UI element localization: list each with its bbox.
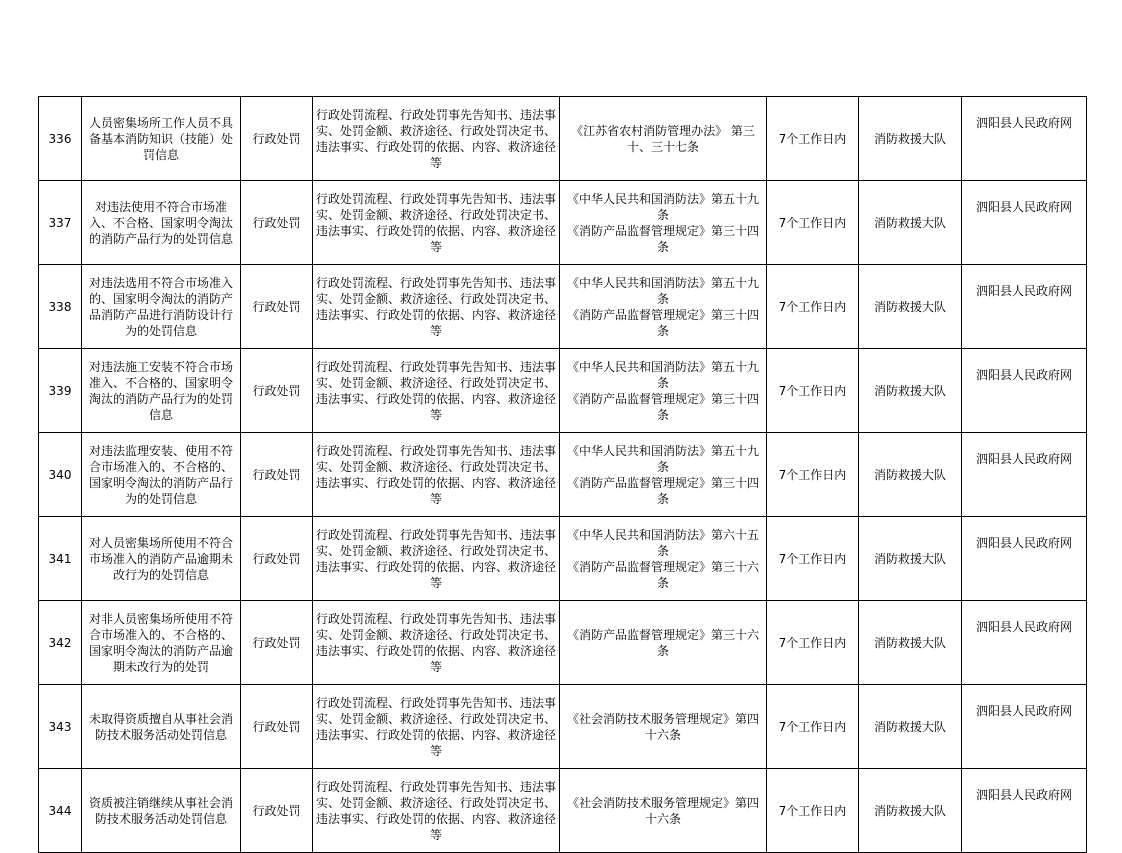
category-cell (241, 517, 313, 601)
category-cell-text: 行政处罚 (252, 467, 301, 482)
row-number-cell (39, 769, 82, 853)
row-number-cell-text: 339 (48, 383, 72, 398)
responsible-unit-cell-text: 消防救援大队 (873, 467, 946, 482)
responsible-unit-cell-text: 消防救援大队 (873, 803, 946, 818)
publish-channel-cell (962, 181, 1087, 265)
disclosure-content-cell-text: 行政处罚流程、行政处罚事先告知书、违法事实、处罚金额、救济途径、行政处罚决定书、违法事实、行政处罚的依据、内容、救济途径等 (315, 191, 556, 254)
row-number-cell-text: 343 (48, 719, 72, 734)
disclosure-content-cell-text: 行政处罚流程、行政处罚事先告知书、违法事实、处罚金额、救济途径、行政处罚决定书、违法事实、行政处罚的依据、内容、救济途径等 (315, 443, 556, 506)
publish-channel-cell (962, 433, 1087, 517)
category-cell (241, 265, 313, 349)
responsible-unit-cell (859, 517, 962, 601)
table-row (39, 685, 1087, 769)
legal-basis-cell (560, 685, 767, 769)
responsible-unit-cell (859, 181, 962, 265)
item-name-cell-text: 对违法监理安装、使用不符合市场准入的、不合格的、国家明令淘汰的消防产品行为的处罚信息 (88, 443, 233, 506)
category-cell-text: 行政处罚 (252, 551, 301, 566)
responsible-unit-cell-text: 消防救援大队 (873, 131, 946, 146)
row-number-cell (39, 97, 82, 181)
responsible-unit-cell (859, 433, 962, 517)
responsible-unit-cell-text: 消防救援大队 (873, 383, 946, 398)
legal-basis-cell-text: 《中华人民共和国消防法》第五十九条 《消防产品监督管理规定》第三十四条 (566, 275, 759, 338)
time-limit-cell-text: 7个工作日内 (778, 803, 847, 818)
legal-basis-cell (560, 433, 767, 517)
row-number-cell-text: 341 (48, 551, 72, 566)
legal-basis-cell (560, 97, 767, 181)
item-name-cell-text: 对违法选用不符合市场准入的、国家明令淘汰的消防产品消防产品进行消防设计行为的处罚信息 (88, 275, 233, 338)
responsible-unit-cell-text: 消防救援大队 (873, 215, 946, 230)
time-limit-cell (767, 97, 859, 181)
row-number-cell-text: 344 (48, 803, 72, 818)
legal-basis-cell (560, 517, 767, 601)
item-name-cell (82, 181, 241, 265)
time-limit-cell (767, 601, 859, 685)
category-cell (241, 181, 313, 265)
responsible-unit-cell-text: 消防救援大队 (873, 551, 946, 566)
time-limit-cell (767, 433, 859, 517)
legal-basis-cell (560, 265, 767, 349)
time-limit-cell (767, 349, 859, 433)
item-name-cell-text: 资质被注销继续从事社会消防技术服务活动处罚信息 (88, 795, 233, 826)
row-number-cell (39, 433, 82, 517)
category-cell (241, 349, 313, 433)
item-name-cell (82, 265, 241, 349)
publish-channel-cell (962, 769, 1087, 853)
disclosure-content-cell (313, 517, 560, 601)
item-name-cell (82, 517, 241, 601)
disclosure-content-cell (313, 601, 560, 685)
publish-channel-cell-text: 泗阳县人民政府网 (975, 284, 1072, 298)
category-cell (241, 685, 313, 769)
item-name-cell-text: 对违法使用不符合市场准入、不合格、国家明令淘汰的消防产品行为的处罚信息 (88, 199, 233, 246)
legal-basis-cell (560, 769, 767, 853)
publish-channel-cell (962, 349, 1087, 433)
publish-channel-cell-text: 泗阳县人民政府网 (975, 788, 1072, 802)
row-number-cell-text: 337 (48, 215, 72, 230)
item-name-cell (82, 433, 241, 517)
disclosure-content-cell (313, 433, 560, 517)
disclosure-content-cell-text: 行政处罚流程、行政处罚事先告知书、违法事实、处罚金额、救济途径、行政处罚决定书、违法事实、行政处罚的依据、内容、救济途径等 (315, 779, 556, 842)
time-limit-cell-text: 7个工作日内 (778, 635, 847, 650)
category-cell-text: 行政处罚 (252, 635, 301, 650)
responsible-unit-cell (859, 601, 962, 685)
item-name-cell-text: 对人员密集场所使用不符合市场准入的消防产品逾期未改行为的处罚信息 (88, 535, 233, 582)
disclosure-content-cell (313, 685, 560, 769)
row-number-cell (39, 265, 82, 349)
publish-channel-cell-text: 泗阳县人民政府网 (975, 368, 1072, 382)
row-number-cell (39, 349, 82, 433)
row-number-cell-text: 342 (48, 635, 72, 650)
responsible-unit-cell-text: 消防救援大队 (873, 719, 946, 734)
responsible-unit-cell (859, 769, 962, 853)
item-name-cell-text: 人员密集场所工作人员不具备基本消防知识（技能）处罚信息 (88, 115, 233, 162)
legal-basis-cell-text: 《中华人民共和国消防法》第五十九条 《消防产品监督管理规定》第三十四条 (566, 191, 759, 254)
item-name-cell-text: 对违法施工安装不符合市场准入、不合格的、国家明令淘汰的消防产品行为的处罚信息 (88, 359, 233, 422)
legal-basis-cell-text: 《社会消防技术服务管理规定》第四十六条 (566, 711, 759, 742)
legal-basis-cell-text: 《消防产品监督管理规定》第三十六条 (566, 627, 759, 658)
category-cell-text: 行政处罚 (252, 719, 301, 734)
item-name-cell (82, 769, 241, 853)
publish-channel-cell-text: 泗阳县人民政府网 (975, 536, 1072, 550)
item-name-cell-text: 对非人员密集场所使用不符合市场准入的、不合格的、国家明令淘汰的消防产品逾期未改行为的处罚 (88, 611, 233, 674)
legal-basis-cell-text: 《中华人民共和国消防法》第六十五条 《消防产品监督管理规定》第三十六条 (566, 527, 759, 590)
publish-channel-cell-text: 泗阳县人民政府网 (975, 200, 1072, 214)
item-name-cell (82, 601, 241, 685)
responsible-unit-cell (859, 349, 962, 433)
publish-channel-cell-text: 泗阳县人民政府网 (975, 704, 1072, 718)
table-row (39, 181, 1087, 265)
time-limit-cell-text: 7个工作日内 (778, 383, 847, 398)
table-row (39, 769, 1087, 853)
publish-channel-cell-text: 泗阳县人民政府网 (975, 620, 1072, 634)
disclosure-content-cell-text: 行政处罚流程、行政处罚事先告知书、违法事实、处罚金额、救济途径、行政处罚决定书、违法事实、行政处罚的依据、内容、救济途径等 (315, 611, 556, 674)
responsible-unit-cell (859, 265, 962, 349)
table-row (39, 433, 1087, 517)
table-row (39, 97, 1087, 181)
responsible-unit-cell (859, 97, 962, 181)
time-limit-cell (767, 181, 859, 265)
row-number-cell (39, 181, 82, 265)
legal-basis-cell (560, 349, 767, 433)
item-name-cell-text: 未取得资质擅自从事社会消防技术服务活动处罚信息 (88, 711, 233, 742)
row-number-cell (39, 685, 82, 769)
time-limit-cell (767, 265, 859, 349)
publish-channel-cell-text: 泗阳县人民政府网 (975, 452, 1072, 466)
time-limit-cell-text: 7个工作日内 (778, 131, 847, 146)
category-cell (241, 601, 313, 685)
time-limit-cell-text: 7个工作日内 (778, 467, 847, 482)
time-limit-cell (767, 517, 859, 601)
disclosure-content-cell (313, 97, 560, 181)
table-row (39, 349, 1087, 433)
time-limit-cell (767, 685, 859, 769)
disclosure-content-cell (313, 181, 560, 265)
publish-channel-cell (962, 601, 1087, 685)
disclosure-content-cell-text: 行政处罚流程、行政处罚事先告知书、违法事实、处罚金额、救济途径、行政处罚决定书、违法事实、行政处罚的依据、内容、救济途径等 (315, 275, 556, 338)
legal-basis-cell-text: 《中华人民共和国消防法》第五十九条 《消防产品监督管理规定》第三十四条 (566, 359, 759, 422)
publish-channel-cell (962, 685, 1087, 769)
time-limit-cell-text: 7个工作日内 (778, 719, 847, 734)
disclosure-table (38, 96, 1087, 853)
category-cell-text: 行政处罚 (252, 215, 301, 230)
category-cell (241, 97, 313, 181)
disclosure-content-cell (313, 349, 560, 433)
category-cell-text: 行政处罚 (252, 131, 301, 146)
disclosure-content-cell (313, 769, 560, 853)
publish-channel-cell-text: 泗阳县人民政府网 (975, 116, 1072, 130)
item-name-cell (82, 97, 241, 181)
row-number-cell-text: 338 (48, 299, 72, 314)
publish-channel-cell (962, 517, 1087, 601)
disclosure-content-cell-text: 行政处罚流程、行政处罚事先告知书、违法事实、处罚金额、救济途径、行政处罚决定书、违法事实、行政处罚的依据、内容、救济途径等 (315, 695, 556, 758)
publish-channel-cell (962, 97, 1087, 181)
disclosure-content-cell-text: 行政处罚流程、行政处罚事先告知书、违法事实、处罚金额、救济途径、行政处罚决定书、违法事实、行政处罚的依据、内容、救济途径等 (315, 359, 556, 422)
legal-basis-cell-text: 《江苏省农村消防管理办法》 第三十、三十七条 (571, 123, 755, 154)
legal-basis-cell-text: 《中华人民共和国消防法》第五十九条 《消防产品监督管理规定》第三十四条 (566, 443, 759, 506)
disclosure-content-cell-text: 行政处罚流程、行政处罚事先告知书、违法事实、处罚金额、救济途径、行政处罚决定书、违法事实、行政处罚的依据、内容、救济途径等 (315, 527, 556, 590)
category-cell-text: 行政处罚 (252, 383, 301, 398)
time-limit-cell (767, 769, 859, 853)
row-number-cell (39, 601, 82, 685)
time-limit-cell-text: 7个工作日内 (778, 299, 847, 314)
row-number-cell-text: 340 (48, 467, 72, 482)
row-number-cell-text: 336 (48, 131, 72, 146)
item-name-cell (82, 349, 241, 433)
responsible-unit-cell (859, 685, 962, 769)
item-name-cell (82, 685, 241, 769)
table-body (39, 97, 1087, 853)
row-number-cell (39, 517, 82, 601)
responsible-unit-cell-text: 消防救援大队 (873, 299, 946, 314)
table-row (39, 517, 1087, 601)
category-cell-text: 行政处罚 (252, 803, 301, 818)
category-cell (241, 769, 313, 853)
time-limit-cell-text: 7个工作日内 (778, 551, 847, 566)
disclosure-content-cell (313, 265, 560, 349)
disclosure-content-cell-text: 行政处罚流程、行政处罚事先告知书、违法事实、处罚金额、救济途径、行政处罚决定书、违法事实、行政处罚的依据、内容、救济途径等 (315, 107, 556, 170)
publish-channel-cell (962, 265, 1087, 349)
legal-basis-cell (560, 181, 767, 265)
category-cell-text: 行政处罚 (252, 299, 301, 314)
legal-basis-cell-text: 《社会消防技术服务管理规定》第四十六条 (566, 795, 759, 826)
time-limit-cell-text: 7个工作日内 (778, 215, 847, 230)
responsible-unit-cell-text: 消防救援大队 (873, 635, 946, 650)
table-row (39, 601, 1087, 685)
table-row (39, 265, 1087, 349)
category-cell (241, 433, 313, 517)
legal-basis-cell (560, 601, 767, 685)
